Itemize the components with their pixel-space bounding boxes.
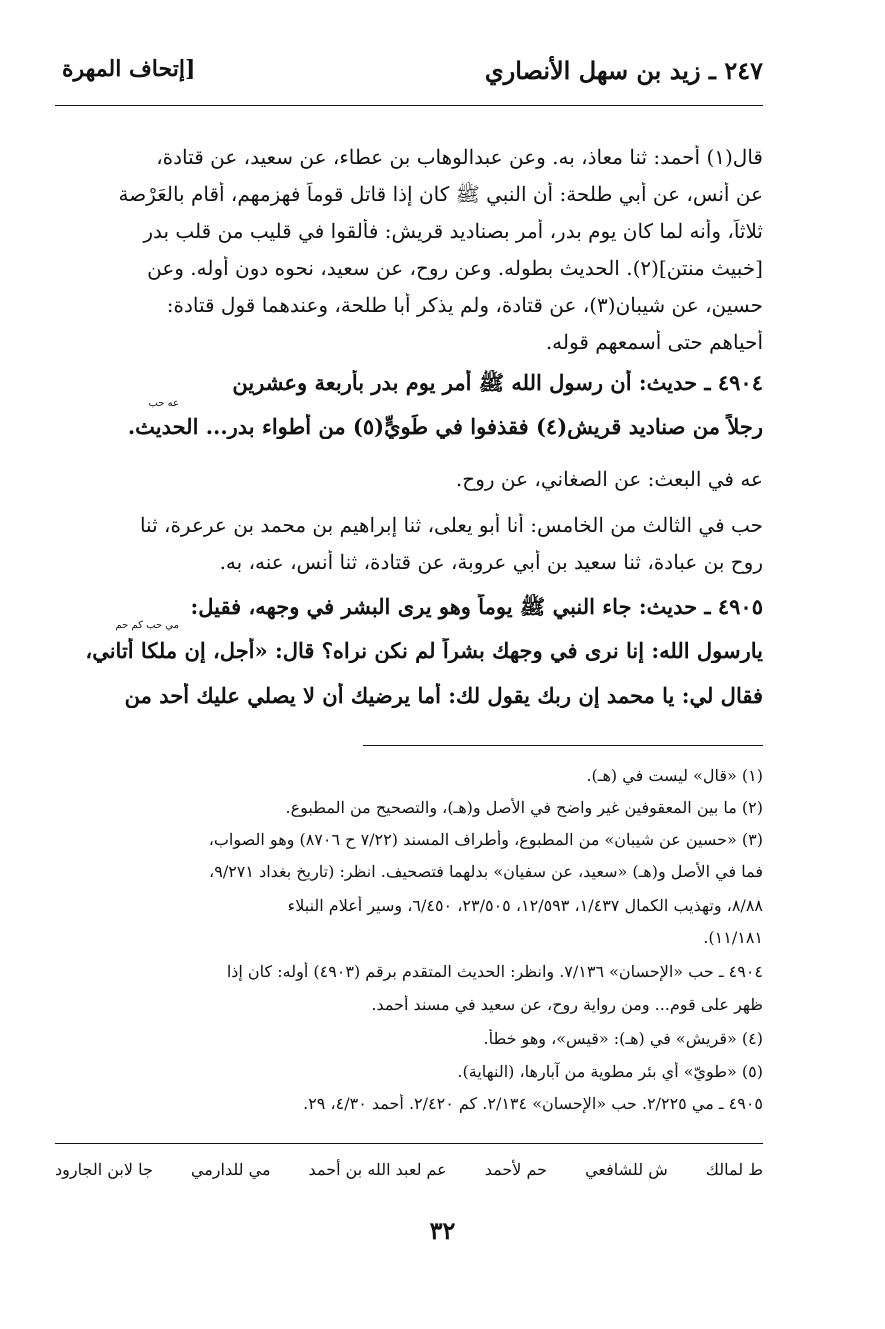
- abbreviation-key: [55, 1160, 763, 1179]
- footnote: ٨/٨٨، وتهذيب الكمال ١/٤٣٧، ١٢/٥٩٣، ٢٣/٥٠٥، ٦/٤٥٠، وسير أعلام النبلاء: [287, 896, 763, 915]
- page-number: ٣٢: [429, 1216, 456, 1245]
- footnote: (٣) «حسين عن شيبان» من المطبوع، وأطراف المسند (٧/٢٢ ح ٨٧٠٦) وهو الصواب،: [208, 830, 763, 849]
- text-line: قال(١) أحمد: ثنا معاذ، به. وعن عبدالوهاب بن عطاء، عن سعيد، عن قتادة،: [156, 145, 763, 169]
- hadith-4905-text: يارسول الله: إنا نرى في وجهك بشراً لم نكن نراه؟ قال: «أجل، إن ملكا أتاني،: [85, 638, 763, 663]
- abbrev-item: ط لمالك: [705, 1160, 763, 1179]
- text-line: ثلاثاً، وأنه لما كان يوم بدر، أمر بصناديد قريش: فألقوا في قليب من قلب بدر: [143, 219, 763, 243]
- abbrev-item: حم لأحمد: [484, 1160, 548, 1179]
- footnote: ٤٩٠٤ ـ حب «الإحسان» ٧/١٣٦. وانظر: الحديث المتقدم برقم (٤٩٠٣) أوله: كان إذا: [226, 962, 763, 981]
- hadith-4905-sigla: مي حب كم حم: [115, 620, 179, 631]
- abbrev-item: جا لابن الجارود: [55, 1160, 153, 1179]
- footnote: (٥) «طويّ» أي بئر مطوية من آبارها، (النهاية).: [457, 1062, 763, 1081]
- text-line: حسين، عن شيبان(٣)، عن قتادة، ولم يذكر أبا طلحة، وعندهما قول قتادة:: [166, 293, 763, 317]
- hadith-4904-heading: ٤٩٠٤ ـ حديث: أن رسول الله ﷺ أمر يوم بدر بأربعة وعشرين: [232, 370, 763, 395]
- abbrev-item: مي للدارمي: [190, 1160, 271, 1179]
- footnote-separator: [363, 745, 763, 746]
- source-hb-line: حب في الثالث من الخامس: أنا أبو يعلى، ثنا إبراهيم بن محمد بن عرعرة، ثنا: [139, 513, 763, 537]
- text-line: أحياهم حتى أسمعهم قوله.: [545, 330, 763, 354]
- footnote: (١) «قال» ليست في (هـ).: [586, 766, 763, 785]
- abbrev-item: ش للشافعي: [585, 1160, 668, 1179]
- text-line: [خبيث منتن](٢). الحديث بطوله. وعن روح، عن سعيد، نحوه دون أوله. وعن: [147, 256, 763, 280]
- footnote: (٢) ما بين المعقوفين غير واضح في الأصل و(هـ)، والتصحيح من المطبوع.: [285, 798, 763, 817]
- source-hb-line: روح بن عبادة، ثنا سعيد بن أبي عروبة، عن قتادة، ثنا أنس، عنه، به.: [219, 550, 763, 574]
- hadith-4905-heading: ٤٩٠٥ ـ حديث: جاء النبي ﷺ يوماً وهو يرى البشر في وجهه، فقيل:: [190, 594, 763, 619]
- header-rule: [55, 105, 763, 106]
- footnote: (٤) «قريش» في (هـ): «قيس»، وهو خطأ.: [483, 1029, 763, 1048]
- footnote: فما في الأصل و(هـ) «سعيد، عن سفيان» بدلهما فتصحيف. انظر: (تاريخ بغداد ٩/٢٧١،: [209, 862, 763, 881]
- source-aa: عه في البعث: عن الصغاني، عن روح.: [455, 467, 763, 491]
- running-header-title: ٢٤٧ ـ زيد بن سهل الأنصاري: [484, 56, 763, 85]
- footnote: ٤٩٠٥ ـ مي ٢/٢٢٥. حب «الإحسان» ٢/١٣٤. كم ٢/٤٢٠. أحمد ٤/٣٠، ٢٩.: [303, 1094, 763, 1113]
- footer-rule: [55, 1143, 763, 1144]
- hadith-4905-text: فقال لي: يا محمد إن ربك يقول لك: أما يرضيك أن لا يصلي عليك أحد من: [124, 683, 763, 708]
- text-line: عن أنس، عن أبي طلحة: أن النبي ﷺ كان إذا قاتل قوماً فهزمهم، أقام بالعَرْصة: [118, 182, 763, 206]
- footnote: ظهر على قوم... ومن رواية روح، عن سعيد في مسند أحمد.: [371, 995, 763, 1014]
- hadith-4904-sigla: عه حب: [148, 398, 179, 409]
- hadith-4904-text: رجلاً من صناديد قريش(٤) فقذفوا في طَوِيٍّ(٥) من أطواء بدر... الحديث.: [127, 414, 763, 439]
- abbrev-item: عم لعبد الله بن أحمد: [308, 1160, 447, 1179]
- footnote: ١١/١٨١).: [703, 928, 763, 947]
- running-header-book: [إتحاف المهرة: [62, 56, 196, 82]
